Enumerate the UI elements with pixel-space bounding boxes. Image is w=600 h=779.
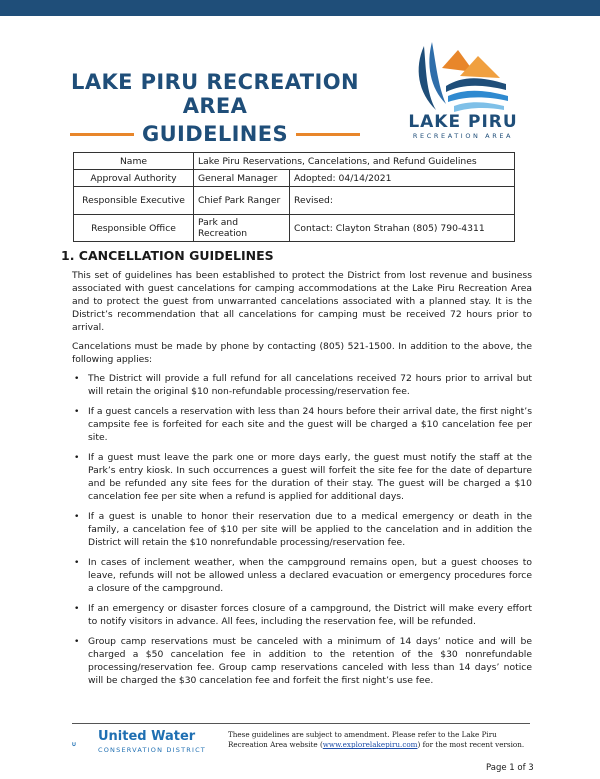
- list-item: • In cases of inclement weather, when the campground remains open, but a guest chooses to leave, refunds will not be allowed unless a declared evacuation or emergency procedures force a closure of the campground.: [74, 557, 532, 594]
- cancellation-rules-list: [72, 372, 532, 687]
- label-approval-authority: Approval Authority: [74, 170, 194, 187]
- logo-name: LAKE PIRU: [408, 112, 518, 132]
- label-responsible-office: Responsible Office: [74, 215, 194, 242]
- amendment-note: These guidelines are subject to amendment. Please refer to the Lake Piru Recreation Area website (www.explorelakepiru.com) for the most recent version.: [228, 730, 525, 749]
- table-row: [74, 187, 515, 215]
- website-link[interactable]: www.explorelakepiru.com: [322, 740, 418, 749]
- bullet-icon: •: [74, 636, 80, 647]
- list-item: • If a guest is unable to honor their reservation due to a medical emergency or death in the family, a cancelation fee of $10 per site will be applied to the cancelation and in addition the District will retain the $10 nonrefundable processing/reservation fee.: [74, 511, 532, 548]
- value-approval-authority: General Manager: [194, 170, 290, 187]
- table-row: [74, 170, 515, 187]
- page-number: Page 1 of 3: [486, 763, 534, 773]
- united-water-logo-icon: [72, 729, 96, 759]
- list-item: • The District will provide a full refund for all cancelations received 72 hours prior to arrival but will retain the original $10 non-refundable processing/reservation fee.: [74, 373, 532, 397]
- phone-paragraph: Cancelations must be made by phone by contacting (805) 521-1500. In addition to the above, the following applies:: [72, 341, 532, 365]
- org-subtitle: CONSERVATION DISTRICT: [98, 746, 206, 754]
- list-item: • If an emergency or disaster forces closure of a campground, the District will make every effort to notify visitors in advance. All fees, including the reservation fee, will be refunded.: [74, 603, 532, 627]
- table-row: [74, 153, 515, 170]
- intro-paragraph: This set of guidelines has been established to protect the District from lost revenue and business associated with guest cancelations for camping accommodations at the Lake Piru Recreation Area and to protect the guest from unwarranted cancelations associated with a planned stay. It is the District’s recommendation that all cancelations for camping must be received 72 hours prior to arrival.: [72, 270, 532, 333]
- logo-subtitle: RECREATION AREA: [412, 132, 514, 140]
- bullet-icon: •: [74, 603, 80, 614]
- list-item: • If a guest cancels a reservation with less than 24 hours before their arrival date, the first night’s campsite fee is forfeited for each site and the guest will be charged a $10 cancelation fee per site.: [74, 406, 532, 443]
- org-name: United Water: [98, 729, 196, 744]
- list-item: • If a guest must leave the park one or more days early, the guest must notify the staff at the Park’s entry kiosk. In such occurrences a guest will forfeit the site fee for the date of departure and be refunded any site fees for the duration of their stay. The guest will be charged a $10 cancelation fee per site when a refund is applied for additional days.: [74, 452, 532, 502]
- title-line-2: GUIDELINES: [141, 122, 289, 146]
- bullet-icon: •: [74, 557, 80, 568]
- value-name: Lake Piru Reservations, Cancelations, and Refund Guidelines: [194, 153, 515, 170]
- value-adopted: Adopted: 04/14/2021: [290, 170, 515, 187]
- logo-wordmark: [396, 112, 530, 140]
- top-banner: [0, 0, 600, 16]
- value-revised: Revised:: [290, 187, 515, 215]
- footer-divider: [72, 723, 530, 724]
- title-rule-left: [70, 133, 134, 136]
- value-contact: Contact: Clayton Strahan (805) 790-4311: [290, 215, 515, 242]
- bullet-icon: •: [74, 511, 80, 522]
- table-row: [74, 215, 515, 242]
- page-title: [40, 70, 390, 146]
- value-responsible-office: Park and Recreation: [194, 215, 290, 242]
- value-responsible-executive: Chief Park Ranger: [194, 187, 290, 215]
- guidelines-content: [61, 248, 532, 694]
- label-name: Name: [74, 153, 194, 170]
- bullet-icon: •: [74, 452, 80, 463]
- bullet-icon: •: [74, 406, 80, 417]
- list-item: • Group camp reservations must be canceled with a minimum of 14 days’ notice and will be charged a $50 cancelation fee in addition to the retention of the $30 nonrefundable processing/reservation fee. Group camp reservations canceled with less than 14 days’ notice will be charged the $30 cancelation fee and forfeit the first night’s use fee.: [74, 636, 532, 686]
- title-line-1: LAKE PIRU RECREATION AREA: [71, 70, 359, 118]
- bullet-icon: •: [74, 373, 80, 384]
- section-heading: 1. CANCELLATION GUIDELINES: [61, 248, 274, 263]
- label-responsible-executive: Responsible Executive: [74, 187, 194, 215]
- title-rule-right: [296, 133, 360, 136]
- guideline-info-table: [73, 152, 515, 242]
